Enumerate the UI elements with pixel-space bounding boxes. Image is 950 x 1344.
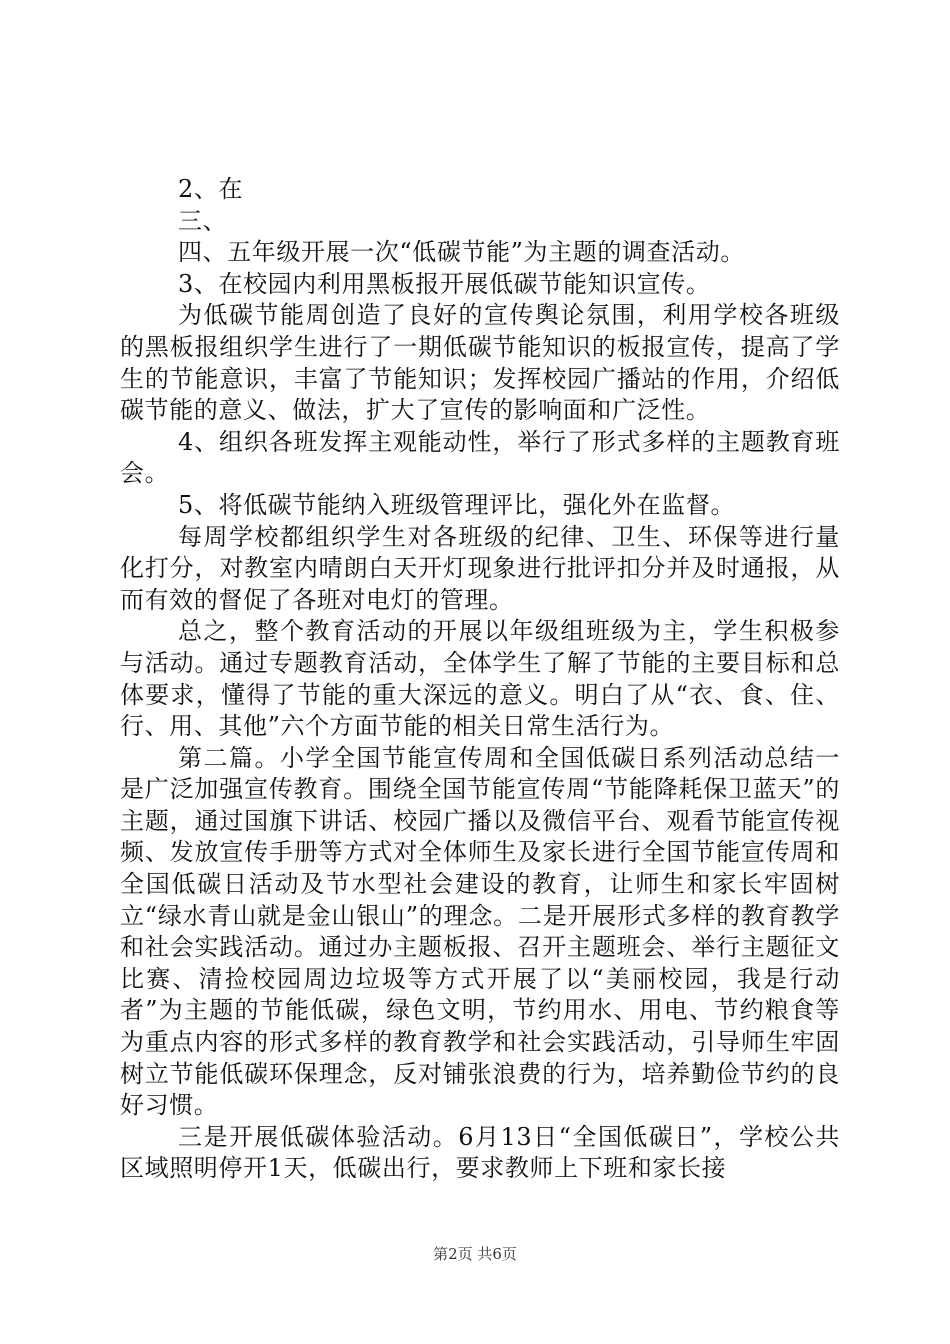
paragraph: 每周学校都组织学生对各班级的纪律、卫生、环保等进行量化打分，对教室内晴朗白天开灯现象进行批评扣分并及时通报，从而有效的督促了各班对电灯的管理。 — [120, 522, 840, 614]
paragraph: 总之，整个教育活动的开展以年级组班级为主，学生积极参与活动。通过专题教育活动，全体学生了解了节能的主要目标和总体要求，懂得了节能的重大深远的意义。明白了从“衣、食、住、行、用、其他”六个方面节能的相关日常生活行为。 — [120, 617, 840, 741]
paragraph: 5、将低碳节能纳入班级管理评比，强化外在监督。 — [178, 490, 736, 519]
paragraph: 4、组织各班发挥主观能动性，举行了形式多样的主题教育班会。 — [120, 427, 840, 488]
document-body — [120, 174, 840, 1185]
paragraph: 四、五年级开展一次“低碳节能”为主题的调查活动。 — [178, 238, 745, 267]
paragraph: 三是开展低碳体验活动。6月13日“全国低碳日”，学校公共区域照明停开1天，低碳出行，要求教师上下班和家长接 — [120, 1122, 840, 1183]
paragraph: 三、 — [178, 206, 228, 235]
paragraph: 3、在校园内利用黑板报开展低碳节能知识宣传。 — [178, 269, 711, 298]
paragraph: 第二篇。小学全国节能宣传周和全国低碳日系列活动总结一是广泛加强宣传教育。围绕全国节能宣传周“节能降耗保卫蓝天”的主题，通过国旗下讲话、校园广播以及微信平台、观看节能宣传视频、发放宣传手册等方式对全体师生及家长进行全国节能宣传周和全国低碳日活动及节水型社会建设的教育，让师生和家长牢固树立“绿水青山就是金山银山”的理念。二是开展形式多样的教育教学和社会实践活动。通过办主题板报、召开主题班会、举行主题征文比赛、清捡校园周边垃圾等方式开展了以“美丽校园，我是行动者”为主题的节能低碳，绿色文明，节约用水、用电、节约粮食等为重点内容的形式多样的教育教学和社会实践活动，引导师生牢固树立节能低碳环保理念，反对铺张浪费的行为，培养勤俭节约的良好习惯。 — [120, 743, 840, 1120]
paragraph: 为低碳节能周创造了良好的宣传舆论氛围，利用学校各班级的黑板报组织学生进行了一期低碳节能知识的板报宣传，提高了学生的节能意识，丰富了节能知识；发挥校园广播站的作用，介绍低碳节能的意义、做法，扩大了宣传的影响面和广泛性。 — [120, 301, 840, 425]
page-footer: 第2页 共6页 — [433, 1245, 517, 1263]
paragraph: 2、在 — [178, 175, 244, 203]
